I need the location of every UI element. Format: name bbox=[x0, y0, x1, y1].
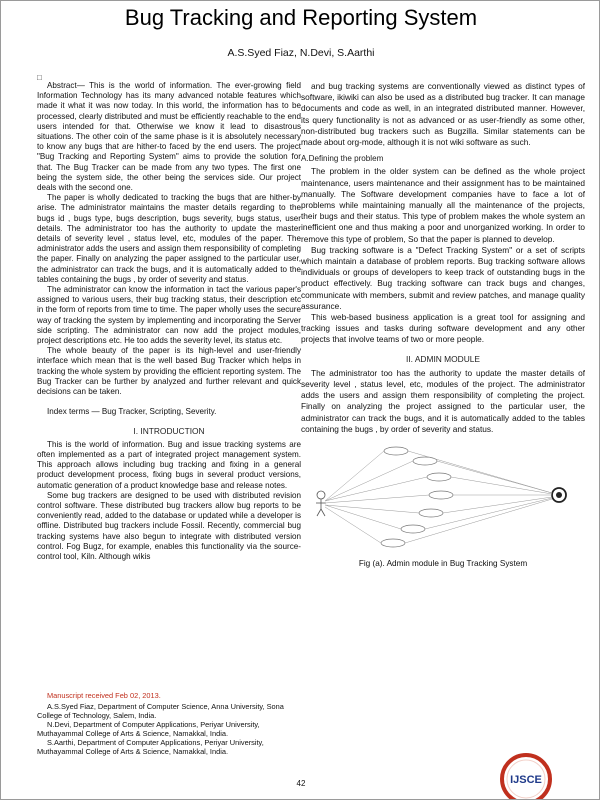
author-affiliation: A.S.Syed Fiaz, Department of Computer Science, Anna University, Sona College of Technology, Salem, India. bbox=[37, 702, 284, 720]
intro-paragraph: This is the world of information. Bug and issue tracking systems are often implemented as a part of integrated project management system. This approach allows including bug tracking and fixing in a general product development process, fixing bugs in several product versions, automatic generation of a product knowledge base and release notes. bbox=[37, 439, 301, 490]
section-heading-admin-module: II. ADMIN MODULE bbox=[406, 353, 480, 364]
use-case-oval bbox=[429, 491, 453, 499]
subsection-heading-defining-problem: A.Defining the problem bbox=[301, 154, 384, 164]
figure-caption: Fig (a). Admin module in Bug Tracking System bbox=[358, 559, 528, 569]
use-case-oval bbox=[401, 525, 425, 533]
defining-paragraph: This web-based business application is a great tool for assigning and tracking issues and tasks during software development and any other projects that involve teams of two or more people. bbox=[301, 312, 585, 345]
abstract-paragraph: Abstract— This is the world of information. The ever-growing field Information Technology has its many advanced notable features which made it what it was now today. In this world, the information has to be processed, clearly distributed and must be efficiently reachable to the end users intended for that. Otherwise we know it lead to disastrous situations. The other coin of the same phase is it is absolutely necessary to know any bugs that are hither-to faced by the end users. The project "Bug Tracking and Reporting System" aims to provide the solution for that. The Bug Tracker can be made from any two types. The first one being the system side, the other being the services side. Our project deals with the second one. bbox=[37, 81, 301, 193]
journal-logo-icon bbox=[495, 745, 557, 800]
right-column bbox=[301, 81, 585, 783]
author-affiliation: S.Aarthi, Department of Computer Applications, Periyar University, Muthayammal College of Arts & Science, Namakkal, India. bbox=[37, 738, 264, 756]
logo-text: IJSCE bbox=[510, 774, 542, 786]
defining-paragraph: Bug tracking software is a "Defect Tracking System" or a set of scripts which maintain a database of problem reports. Bug tracking software allows individuals or groups of developers to keep track of outstanding bugs in the product effectively. Bug tracking software can track bugs and changes, communicate with members, submit and review patches, and manage quality assurance. bbox=[301, 244, 585, 311]
intro-paragraph: Some bug trackers are designed to be used with distributed revision control software. These distributed bug trackers allow bug reports to be conveniently read, added to the database or updated while a developer is offline. Distributed bug trackers include Fossil. Recently, commercial bug tracking systems have also begun to integrate with distributed version control. Fog Bugz, for example, enables this functionality via the source-control tool, Kiln. Although wikis bbox=[37, 490, 301, 561]
intro-continued-paragraph: and bug tracking systems are conventionally viewed as distinct types of software, ikiwiki can also be used as a distributed bug tracker. It can manage documents and code as well, in an integrated distributed manner. However, its query functionality is not as advanced or as user-friendly as some other, non-distributed bug trackers such as Bugzilla. Similar statements can be made about org-mode, although it is not wiki software as such. bbox=[301, 81, 585, 148]
use-case-oval bbox=[384, 447, 408, 455]
journal-logo bbox=[495, 745, 557, 800]
use-case-oval bbox=[419, 509, 443, 517]
abstract-paragraph: The paper is wholly dedicated to tracking the bugs that are hither-by arise. The administrator maintains the master details regarding to the bugs id , bugs type, bugs description, bugs severity, bugs status, user details. The administrator too has the authority to update the master details of severity level , status level, etc, modules of the paper. The administrator adds the users and assign them responsibility of completing the paper. Finally on analyzing the paper assigned to the particular user, the administrator can track the bugs, and it is automatically added to the tables containing the bugs , by order of severity and status. bbox=[37, 193, 301, 284]
stray-marker: □ bbox=[37, 73, 42, 82]
use-case-oval bbox=[381, 539, 405, 547]
use-case-diagram-svg bbox=[301, 443, 585, 553]
use-case-oval bbox=[427, 473, 451, 481]
association-lines bbox=[325, 451, 429, 543]
author-affiliation: N.Devi, Department of Computer Applications, Periyar University, Muthayammal College of Arts & Science, Namakkal, India. bbox=[37, 720, 260, 738]
index-terms: Index terms — Bug Tracker, Scripting, Severity. bbox=[47, 407, 217, 417]
abstract bbox=[37, 81, 301, 397]
paper-title: Bug Tracking and Reporting System bbox=[124, 5, 478, 30]
manuscript-received: Manuscript received Feb 02, 2013. bbox=[47, 691, 161, 700]
admin-module-diagram bbox=[301, 443, 585, 553]
admin-paragraph: The administrator too has the authority to update the master details of severity level , status level, etc, modules of the project. The administrator adds the users and assign them responsibility of completing the project. Finally on analyzing the project assigned to the particular user, the administrator can track the bugs, and it is automatically added to the tables containing the bugs , by order of severity and status. bbox=[301, 367, 585, 434]
page-number: 42 bbox=[296, 779, 306, 788]
abstract-paragraph: The whole beauty of the paper is its high-level and user-friendly interface which mean that is the well based Bug Tracker which helps in tracking the whole system by providing the efficient reporting system. The Bug Tracker can be further by analyzed and further relevant and quick decisions can be taken. bbox=[37, 346, 301, 397]
defining-paragraph: The problem in the older system can be defined as the whole project maintenance, users maintenance and their assignment has to be maintained manually. The Software development companies have to face a lot of problems while maintaining manually all the maintenance of the projects, their bugs and their status. This type of problem makes the whole system an inefficient one and thus making a poor and unorganized working. In order to remove this type of problem, So that the paper is planned to develop. bbox=[301, 166, 585, 244]
abstract-paragraph: The administrator can know the information in tact the various paper's assigned to various users, their bug tracking status, their description etc in the form of reports from time to time. The paper wholly uses the secure way of tracking the system by implementing and incorporating the Server side scripting. The administrator can now add the project modules, project descriptions etc. He too adds the severity level, its status etc. bbox=[37, 285, 301, 346]
author-line: A.S.Syed Fiaz, N.Devi, S.Aarthi bbox=[227, 47, 375, 59]
left-column bbox=[37, 81, 301, 783]
footnotes bbox=[37, 691, 301, 756]
actor-figure bbox=[316, 491, 326, 516]
section-heading-introduction: I. INTRODUCTION bbox=[133, 425, 205, 436]
